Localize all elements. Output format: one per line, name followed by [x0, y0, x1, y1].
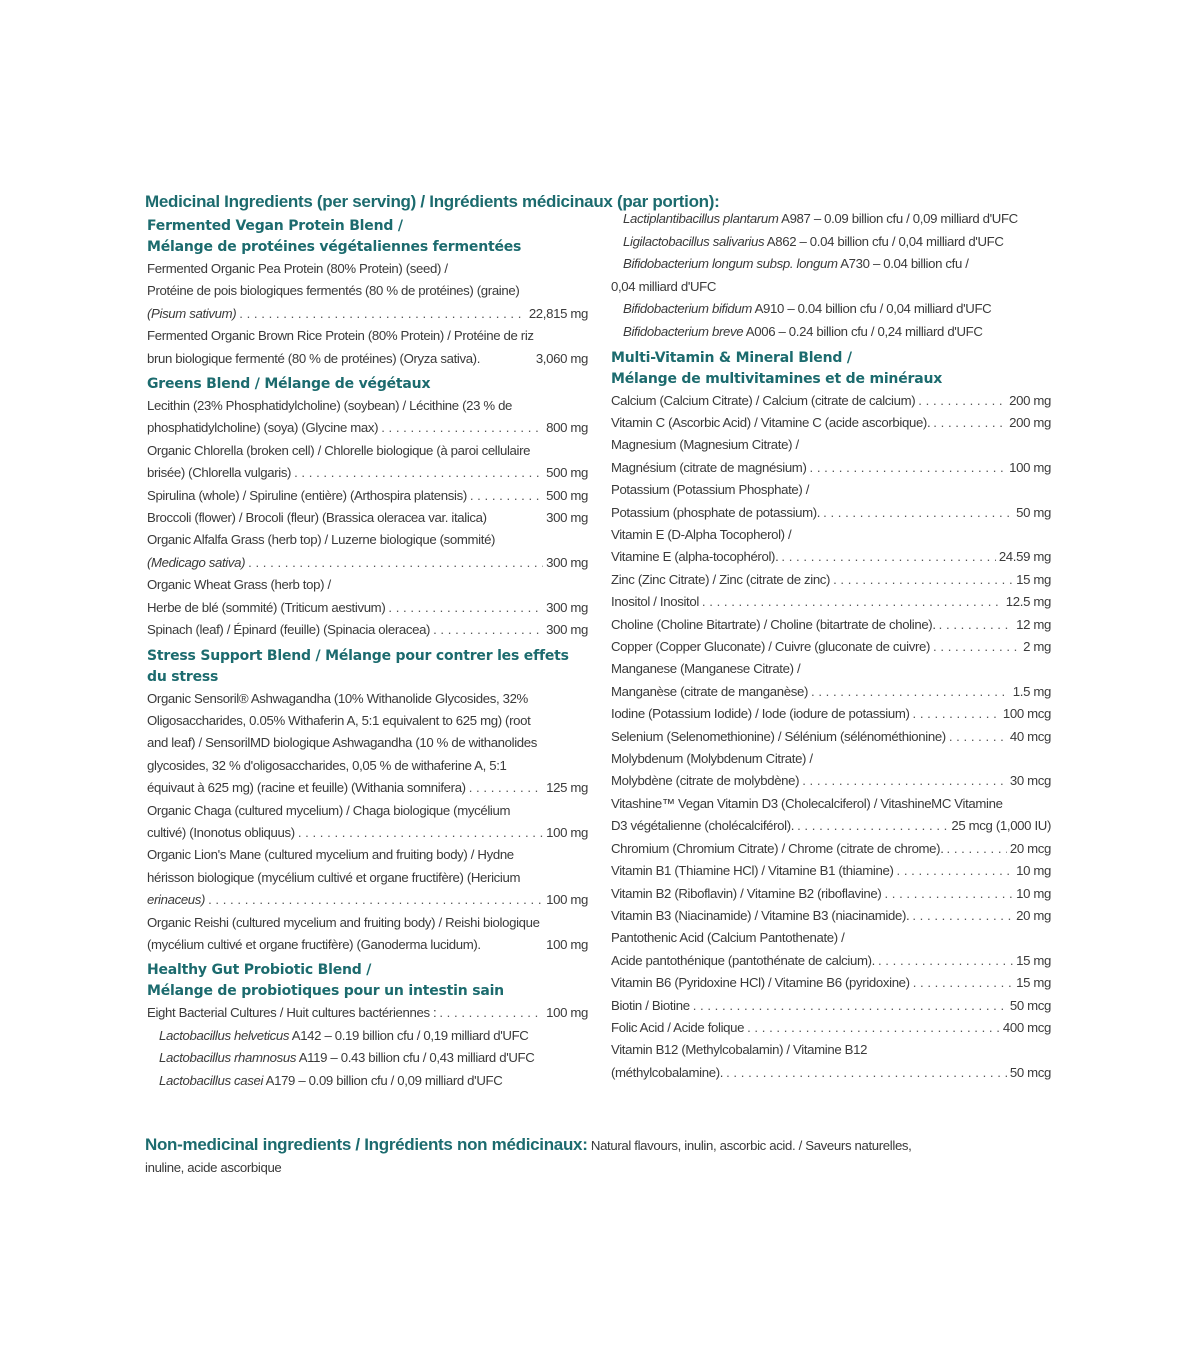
vitamin-item-line: Manganese (Manganese Citrate) /	[611, 661, 801, 677]
vitamin-item	[611, 1062, 1051, 1084]
vitamin-item-name: (méthylcobalamine).	[611, 1064, 724, 1080]
vitamin-item	[611, 815, 1051, 837]
vitamin-item	[611, 726, 1051, 748]
vitamin-item	[611, 569, 1051, 591]
probiotic-strain: Ligilactobacillus salivarius A862 – 0.04 billion cfu / 0,04 milliard d'UFC	[623, 233, 1004, 249]
vitamin-item-amount: 40 mcg	[1009, 728, 1051, 744]
vitamin-item-amount: 24.59 mg	[998, 549, 1051, 565]
vitamin-item-name: Manganèse (citrate de manganèse)	[611, 683, 808, 699]
vitamin-item-amount: 100 mg	[1009, 459, 1051, 475]
vitamin-item-amount: 50 mcg	[1009, 997, 1051, 1013]
vitamin-item-amount: 400 mcg	[1002, 1019, 1051, 1035]
vitamin-item-line: Vitashine™ Vegan Vitamin D3 (Cholecalciferol) / VitashineMC Vitamine	[611, 795, 1003, 811]
probiotic-strains-cont: Lactiplantibacillus plantarum A987 – 0.09 billion cfu / 0,09 milliard d'UFC Ligilactobacillus salivarius A862 – 0.04 billion cfu / 0,04 milliard d'UFC Bifidobacterium longum subsp. longum A730 – 0.04 billion cfu / 0,04 milliard d'UFC Bifidobacterium bifidum A910 – 0.04 billion cfu / 0,04 milliard d'UFC Bifidobacterium breve A006 – 0.24 billion cfu / 0,24 milliard d'UFC	[611, 208, 1051, 344]
vitamin-item-name: Biotin / Biotine	[611, 997, 690, 1013]
non-medicinal-text: Natural flavours, inulin, ascorbic acid. / Saveurs naturelles,	[590, 1138, 912, 1153]
vitamin-item	[611, 860, 1051, 882]
amount: 22,815 mg	[528, 305, 588, 321]
vitamin-item-line: Magnesium (Magnesium Citrate) /	[611, 437, 799, 453]
vitamin-item-name: Vitamin C (Ascorbic Acid) / Vitamine C (acide ascorbique).	[611, 414, 931, 430]
probiotic-strain: Lactobacillus rhamnosus A119 – 0.43 billion cfu / 0,43 milliard d'UFC	[159, 1050, 535, 1066]
vitamin-item-name: Vitamin B3 (Niacinamide) / Vitamine B3 (niacinamide).	[611, 907, 910, 923]
vitamin-item	[611, 412, 1051, 434]
vitamin-item	[611, 995, 1051, 1017]
vitamin-item	[611, 502, 1051, 524]
pea-protein-item: Fermented Organic Pea Protein (80% Protein) (seed) / Protéine de pois biologiques fermentés (80 % de protéines) (graine) (Pisum sativum) . . . 22,815 mg	[147, 258, 588, 325]
vitamin-item-name: Iodine (Potassium Iodide) / Iode (iodure de potassium)	[611, 706, 910, 722]
vitamin-item	[611, 1017, 1051, 1039]
probiotic-strain: Bifidobacterium longum subsp. longum A730 – 0.04 billion cfu /	[623, 256, 969, 272]
vitamin-item	[611, 905, 1051, 927]
vitamin-item-name: Molybdène (citrate de molybdène)	[611, 773, 800, 789]
left-column	[147, 216, 588, 1093]
vitamin-item-name: D3 végétalienne (cholécalciférol).	[611, 818, 795, 834]
vitamin-item-name: Folic Acid / Acide folique	[611, 1019, 745, 1035]
vitamin-item-amount: 15 mg	[1016, 952, 1051, 968]
ingredients-panel	[145, 192, 1060, 1088]
vitamin-item	[611, 972, 1051, 994]
vitamin-item-amount: 12 mg	[1016, 616, 1051, 632]
vitamin-item-amount: 10 mg	[1016, 885, 1051, 901]
fermented-blend-title: Fermented Vegan Protein Blend / Mélange de protéines végétaliennes fermentées	[147, 218, 522, 255]
vitamin-item-name: Potassium (phosphate de potassium).	[611, 504, 821, 520]
vitamin-item	[611, 591, 1051, 613]
amount: 3,060 mg	[535, 350, 588, 366]
gut-items: Eight Bacterial Cultures / Huit cultures bactériennes : . . . 100 mg Lactobacillus helveticus A142 – 0.19 billion cfu / 0,19 milliard d'UFC Lactobacillus rhamnosus A119 – 0.43 billion cfu / 0,43 milliard d'UFC Lactobacillus casei A179 – 0.09 billion cfu / 0,09 milliard d'UFC	[147, 1002, 588, 1092]
vitamin-item-amount: 50 mcg	[1009, 1064, 1051, 1080]
gut-blend-title: Healthy Gut Probiotic Blend / Mélange de probiotiques pour un intestin sain	[147, 962, 504, 1000]
vitamin-item-line: Vitamin B12 (Methylcobalamin) / Vitamine B12	[611, 1042, 868, 1058]
vitamin-item-name: Zinc (Zinc Citrate) / Zinc (citrate de zinc)	[611, 571, 831, 587]
probiotic-strain: Bifidobacterium breve A006 – 0.24 billion cfu / 0,24 milliard d'UFC	[623, 323, 983, 339]
vitamin-item	[611, 703, 1051, 725]
vitamin-item-amount: 50 mg	[1016, 504, 1051, 520]
vitamin-item-amount: 200 mg	[1009, 392, 1051, 408]
vitamin-item-name: Chromium (Chromium Citrate) / Chrome (citrate de chrome).	[611, 840, 944, 856]
page-title: Medicinal Ingredients (per serving) / Ingrédients médicinaux (par portion):	[145, 192, 720, 211]
vitamin-item	[611, 636, 1051, 658]
vitamin-item	[611, 681, 1051, 703]
non-medicinal-text-cont: inuline, acide ascorbique	[145, 1160, 282, 1175]
vitamin-item-line: Pantothenic Acid (Calcium Pantothenate) /	[611, 930, 845, 946]
vitamin-item	[611, 883, 1051, 905]
vitamin-item-amount: 25 mcg (1,000 IU)	[951, 818, 1051, 834]
vitamin-item-amount: 200 mg	[1009, 414, 1051, 430]
greens-blend-title: Greens Blend / Mélange de végétaux	[147, 376, 431, 393]
vitamin-item-amount: 15 mg	[1016, 975, 1051, 991]
greens-items: Lecithin (23% Phosphatidylcholine) (soybean) / Lécithine (23 % de phosphatidylcholine) (soya) (Glycine max) . . . 800 mg Organic Chlorella (broken cell) / Chlorelle biologique (à paroi cellulaire brisée) (Chlorella vulgaris) . . . 500 mg Spirulina (whole) / Spiruline (entière) (Arthospira platensis) . . . 500 mg Broccoli (flower) / Brocoli (fleur) (Brassica oleracea var. italica) 300 mg Organic Alfalfa Grass (herb top) / Luzerne biologique (sommité) (Medicago sativa) . . . 300 mg Organic Wheat Grass (herb top) / Herbe de blé (sommité) (Triticum aestivum) . . . 300 mg Spinach (leaf) / Épinard (feuille) (Spinacia oleracea) . . . 300 mg	[147, 395, 588, 641]
non-medicinal-label: Non-medicinal ingredients / Ingrédients non médicinaux:	[145, 1135, 588, 1154]
vitamin-item	[611, 838, 1051, 860]
vitamin-item-name: Vitamin B2 (Riboflavin) / Vitamine B2 (riboflavine)	[611, 885, 882, 901]
vitamin-item-amount: 12.5 mg	[1005, 594, 1051, 610]
vitamin-item-name: Selenium (Selenomethionine) / Sélénium (sélénométhionine)	[611, 728, 946, 744]
vitamin-item-amount: 10 mg	[1016, 863, 1051, 879]
vitamin-item	[611, 457, 1051, 479]
vitamin-item-line: Potassium (Potassium Phosphate) /	[611, 482, 810, 498]
rice-protein-item: Fermented Organic Brown Rice Protein (80% Protein) / Protéine de riz brun biologique fermenté (80 % de protéines) (Oryza sativa). 3,060 mg	[147, 325, 588, 370]
vitamin-item-name: Vitamin B1 (Thiamine HCl) / Vitamine B1 (thiamine)	[611, 863, 894, 879]
non-medicinal-ingredients	[145, 1134, 1065, 1179]
vitamin-item-amount: 100 mcg	[1002, 706, 1051, 722]
vitamin-item-name: Calcium (Calcium Citrate) / Calcium (citrate de calcium)	[611, 392, 916, 408]
vitamin-item-amount: 15 mg	[1016, 571, 1051, 587]
vitamin-item-line: Molybdenum (Molybdenum Citrate) /	[611, 751, 813, 767]
stress-items: Organic Sensoril® Ashwagandha (10% Withanolide Glycosides, 32% Oligosaccharides, 0.05% Withaferin A, 5:1 equivalent to 625 mg) (root and leaf) / SensorilMD biologique Ashwagandha (10 % de withanolides glycosides, 32 % d'oligosaccharides, 0,05 % de withaferine A, 5:1 équivaut à 625 mg) (racine et feuille) (Withania somnifera) . . . 125 mg Organic Chaga (cultured mycelium) / Chaga biologique (mycélium cultivé) (Inonotus obliquus) . . . 100 mg Organic Lion's Mane (cultured mycelium and fruiting body) / Hydne hérisson biologique (mycélium cultivé et organe fructifère) (Hericium erinaceus) . . . 100 mg Organic Reishi (cultured mycelium and fruiting body) / Reishi biologique (mycélium cultivé et organe fructifère) (Ganoderma lucidum). 100 mg	[147, 688, 588, 957]
vitamin-item-amount: 1.5 mg	[1012, 683, 1051, 699]
vitamin-item-name: Inositol / Inositol	[611, 594, 699, 610]
vitamin-item-amount: 20 mg	[1016, 907, 1051, 923]
vitamin-item-amount: 20 mcg	[1009, 840, 1051, 856]
stress-blend-title: Stress Support Blend / Mélange pour contrer les effets du stress	[147, 647, 569, 685]
vitamin-item-name: Vitamin B6 (Pyridoxine HCl) / Vitamine B6 (pyridoxine)	[611, 975, 910, 991]
vitamin-item-name: Choline (Choline Bitartrate) / Choline (bitartrate de choline).	[611, 616, 936, 632]
probiotic-strain: Bifidobacterium bifidum A910 – 0.04 billion cfu / 0,04 milliard d'UFC	[623, 301, 992, 317]
vitamin-item	[611, 770, 1051, 792]
vitamin-item	[611, 390, 1051, 412]
vitamin-list	[611, 390, 1051, 1085]
vitamin-item-name: Magnésium (citrate de magnésium)	[611, 459, 807, 475]
probiotic-strain: Lactiplantibacillus plantarum A987 – 0.09 billion cfu / 0,09 milliard d'UFC	[623, 211, 1018, 226]
vitamin-item	[611, 546, 1051, 568]
probiotic-strain: Lactobacillus helveticus A142 – 0.19 billion cfu / 0,19 milliard d'UFC	[159, 1027, 529, 1043]
vitamin-item-amount: 30 mcg	[1009, 773, 1051, 789]
vitamin-item-line: Vitamin E (D-Alpha Tocopherol) /	[611, 527, 792, 542]
vitamin-blend-title: Multi-Vitamin & Mineral Blend / Mélange de multivitamines et de minéraux	[611, 349, 943, 387]
vitamin-item-amount: 2 mg	[1023, 639, 1051, 655]
probiotic-strain: Lactobacillus casei A179 – 0.09 billion cfu / 0,09 milliard d'UFC	[159, 1072, 503, 1088]
vitamin-item-name: Acide pantothénique (pantothénate de calcium).	[611, 952, 875, 968]
right-column	[611, 208, 1051, 1084]
vitamin-item-name: Vitamine E (alpha-tocophérol).	[611, 549, 779, 565]
vitamin-item	[611, 950, 1051, 972]
vitamin-item	[611, 614, 1051, 636]
vitamin-item-name: Copper (Copper Gluconate) / Cuivre (gluconate de cuivre)	[611, 639, 931, 655]
